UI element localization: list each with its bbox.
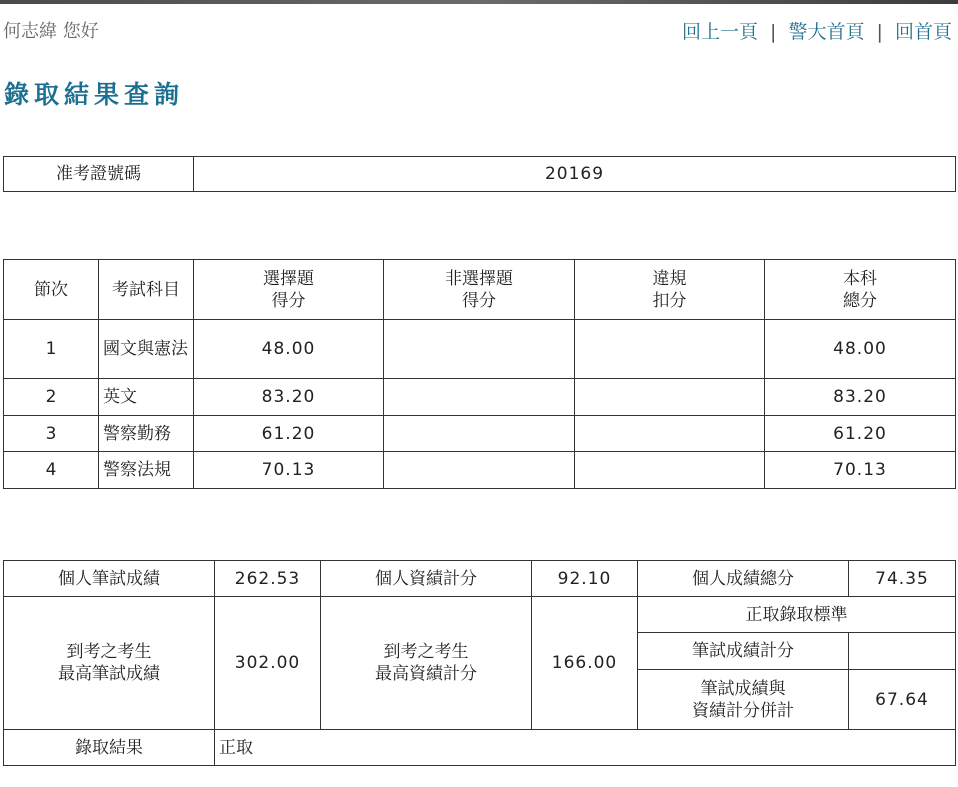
standard-combined-value: 67.64 <box>849 670 956 730</box>
row-subject: 警察勤務 <box>99 416 194 452</box>
row-choice: 70.13 <box>194 452 384 489</box>
max-credential-value: 166.00 <box>532 597 638 730</box>
written-score-label: 個人筆試成績 <box>4 561 215 597</box>
row-penalty <box>575 320 765 379</box>
summary-row <box>4 730 956 766</box>
max-credential-label-line1: 到考之考生 <box>383 642 469 662</box>
exam-number-label: 准考證號碼 <box>4 157 194 192</box>
row-total: 61.20 <box>765 416 956 452</box>
nav-separator: | <box>770 21 777 43</box>
summary-table <box>3 560 956 766</box>
row-nonchoice <box>384 320 575 379</box>
header-penalty <box>575 260 765 320</box>
row-section: 1 <box>4 320 99 379</box>
row-total: 70.13 <box>765 452 956 489</box>
written-score-value: 262.53 <box>215 561 321 597</box>
user-greeting: 何志緯 您好 <box>3 21 99 42</box>
row-choice: 61.20 <box>194 416 384 452</box>
row-penalty <box>575 452 765 489</box>
row-choice: 48.00 <box>194 320 384 379</box>
header-penalty-line1: 違規 <box>652 268 687 289</box>
row-subject: 國文與憲法 <box>99 320 194 379</box>
header-section: 節次 <box>4 260 99 320</box>
admission-standard-label: 正取錄取標準 <box>638 597 956 633</box>
table-row <box>4 452 956 489</box>
row-section: 4 <box>4 452 99 489</box>
header-choice <box>194 260 384 320</box>
credential-score-label: 個人資績計分 <box>321 561 532 597</box>
header-total-line2: 總分 <box>843 290 877 311</box>
row-nonchoice <box>384 416 575 452</box>
header-choice-line1: 選擇題 <box>263 268 314 289</box>
row-penalty <box>575 416 765 452</box>
standard-combined-line1: 筆試成績與 <box>700 678 786 699</box>
row-subject: 警察法規 <box>99 452 194 489</box>
table-row <box>4 379 956 416</box>
overall-score-value: 74.35 <box>849 561 956 597</box>
header-subject: 考試科目 <box>99 260 194 320</box>
max-credential-label <box>321 597 532 730</box>
admission-result-value: 正取 <box>215 730 956 766</box>
header-choice-line2: 得分 <box>271 290 306 311</box>
row-total: 83.20 <box>765 379 956 416</box>
university-home-link[interactable]: 警大首頁 <box>788 21 865 43</box>
header-total-line1: 本科 <box>843 268 877 289</box>
page-title: 錄取結果查詢 <box>4 80 185 109</box>
max-written-label-line2: 最高筆試成績 <box>58 664 160 684</box>
row-choice: 83.20 <box>194 379 384 416</box>
row-section: 2 <box>4 379 99 416</box>
max-written-value: 302.00 <box>215 597 321 730</box>
max-written-label-line1: 到考之考生 <box>66 642 152 662</box>
row-nonchoice <box>384 452 575 489</box>
summary-row <box>4 561 956 597</box>
header-nonchoice-line2: 得分 <box>462 290 496 311</box>
table-row <box>4 416 956 452</box>
table-header-row <box>4 260 956 320</box>
nav-separator: | <box>876 21 883 43</box>
max-written-label <box>4 597 215 730</box>
row-section: 3 <box>4 416 99 452</box>
row-nonchoice <box>384 379 575 416</box>
table-row <box>4 320 956 379</box>
standard-written-value <box>849 633 956 670</box>
overall-score-label: 個人成績總分 <box>638 561 849 597</box>
row-total: 48.00 <box>765 320 956 379</box>
top-bar <box>0 0 958 4</box>
max-credential-label-line2: 最高資績計分 <box>375 664 477 684</box>
header-nonchoice <box>384 260 575 320</box>
header-penalty-line2: 扣分 <box>652 290 687 311</box>
back-link[interactable]: 回上一頁 <box>681 21 758 43</box>
standard-combined-line2: 資績計分併計 <box>692 700 794 721</box>
standard-combined-label <box>638 670 849 730</box>
credential-score-value: 92.10 <box>532 561 638 597</box>
header-total <box>765 260 956 320</box>
exam-number-value: 20169 <box>194 157 956 192</box>
summary-row <box>4 597 956 633</box>
row-penalty <box>575 379 765 416</box>
admission-result-label: 錄取結果 <box>4 730 215 766</box>
header-nonchoice-line1: 非選擇題 <box>445 268 513 289</box>
top-nav <box>682 17 952 44</box>
home-link[interactable]: 回首頁 <box>894 21 952 43</box>
row-subject: 英文 <box>99 379 194 416</box>
exam-number-table <box>3 156 956 192</box>
standard-written-label: 筆試成績計分 <box>638 633 849 670</box>
scores-table <box>3 259 956 489</box>
